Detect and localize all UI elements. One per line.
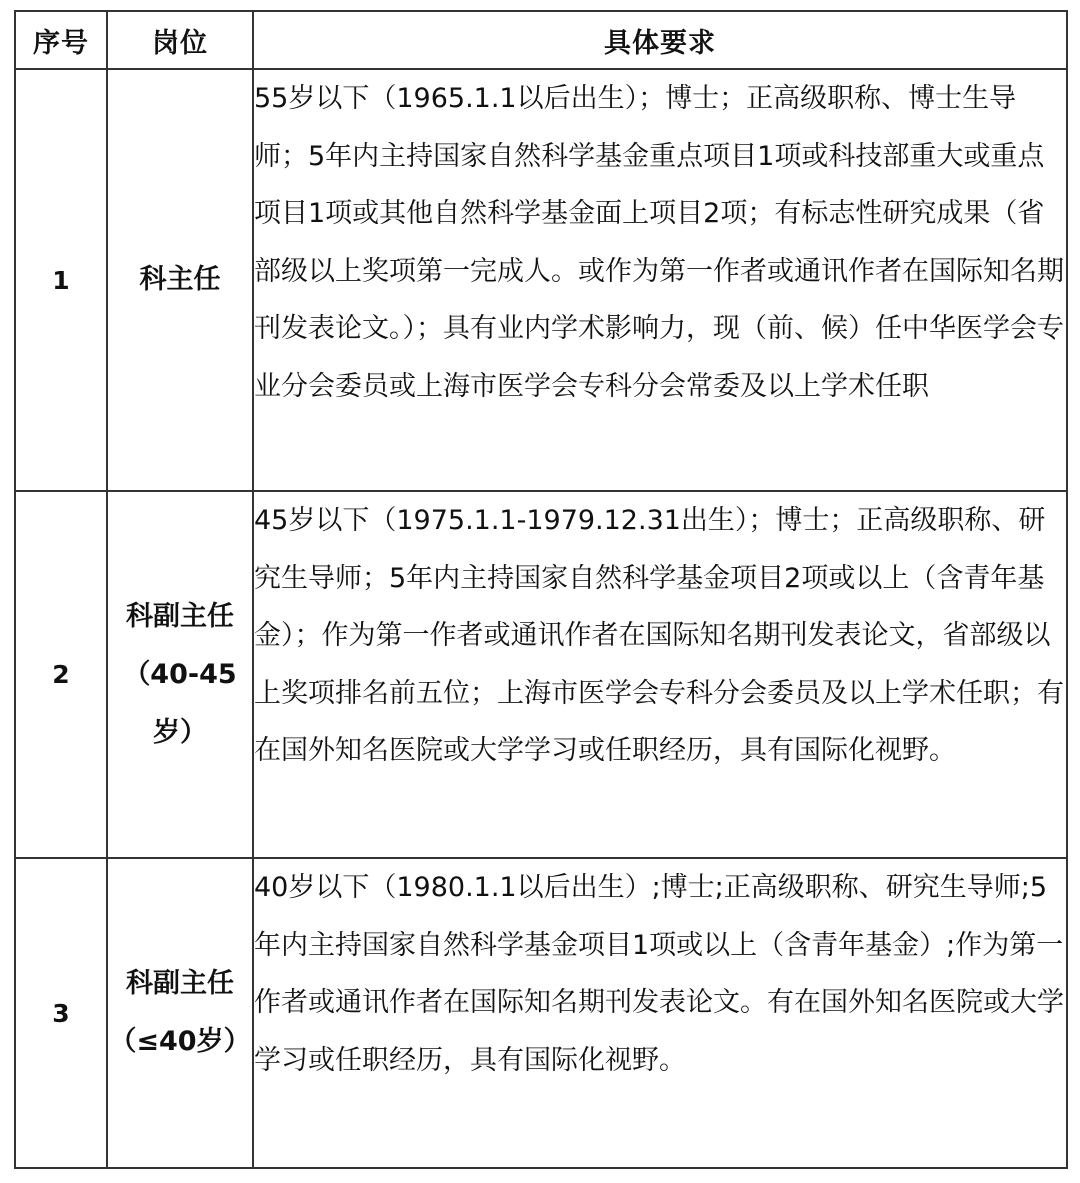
header-requirements: 具体要求 (253, 11, 1067, 69)
row-serial-number: 1 (15, 69, 107, 491)
row-requirements: 45岁以下（1975.1.1-1979.12.31出生）；博士；正高级职称、研究生导师；5年内主持国家自然科学基金项目2项或以上（含青年基金）；作为第一作者或通讯作者在国际知名期刊发表论文，省部级以上奖项排名前五位；上海市医学会专科分会委员及以上学术任职；有在国外知名医院或大学学习或任职经历，具有国际化视野。 (253, 491, 1067, 858)
row-position: 科副主任 （≤40岁） (107, 858, 253, 1168)
table-row (15, 69, 1067, 491)
header-position: 岗位 (107, 11, 253, 69)
table-header-row (15, 11, 1067, 69)
table-row (15, 858, 1067, 1168)
row-position: 科副主任 （40-45岁） (107, 491, 253, 858)
row-serial-number: 2 (15, 491, 107, 858)
header-serial-number: 序号 (15, 11, 107, 69)
requirements-document (14, 10, 1066, 1169)
table-row (15, 491, 1067, 858)
requirements-table (14, 10, 1068, 1169)
row-requirements: 40岁以下（1980.1.1以后出生）;博士;正高级职称、研究生导师;5年内主持国家自然科学基金项目1项或以上（含青年基金）;作为第一作者或通讯作者在国际知名期刊发表论文。有在国外知名医院或大学学习或任职经历，具有国际化视野。 (253, 858, 1067, 1168)
row-serial-number: 3 (15, 858, 107, 1168)
row-requirements: 55岁以下（1965.1.1以后出生）；博士；正高级职称、博士生导师；5年内主持国家自然科学基金重点项目1项或科技部重大或重点项目1项或其他自然科学基金面上项目2项；有标志性研究成果（省部级以上奖项第一完成人。或作为第一作者或通讯作者在国际知名期刊发表论文。）；具有业内学术影响力，现（前、候）任中华医学会专业分会委员或上海市医学会专科分会常委及以上学术任职 (253, 69, 1067, 491)
row-position: 科主任 (107, 69, 253, 491)
